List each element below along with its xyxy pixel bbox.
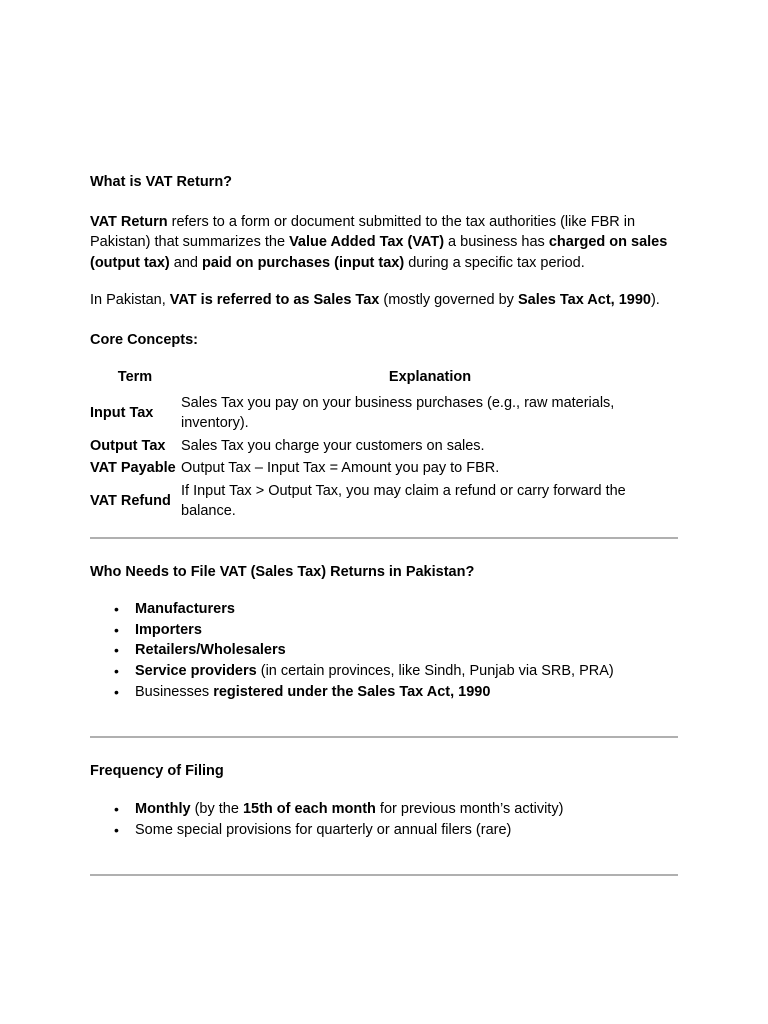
list-item	[114, 820, 680, 841]
explanation-cell: If Input Tax > Output Tax, you may claim a refund or carry forward the balance.	[181, 482, 626, 519]
bullet-icon: •	[114, 801, 119, 818]
bold-text-run: Monthly	[135, 801, 191, 818]
bold-text-run: Retailers/Wholesalers	[135, 642, 286, 659]
text-run: for previous month’s activity)	[375, 801, 564, 818]
who-needs-to-file-list	[90, 599, 680, 703]
table-row	[90, 457, 680, 480]
table-row	[90, 480, 680, 523]
term-cell: Output Tax	[90, 437, 166, 454]
bold-text-run: VAT Return	[90, 213, 168, 230]
list-item-text	[135, 801, 563, 817]
bold-text-run: Importers	[135, 621, 202, 638]
explanation-cell: Output Tax – Input Tax = Amount you pay to FBR.	[181, 460, 500, 476]
bullet-icon: •	[114, 683, 119, 700]
list-item	[114, 682, 680, 703]
bold-text-run: 15th of each month	[242, 801, 376, 818]
horizontal-divider	[90, 736, 678, 738]
bullet-icon: •	[114, 821, 119, 838]
list-item-text	[135, 622, 202, 638]
text-run: (by the	[190, 801, 243, 818]
bullet-icon: •	[114, 663, 119, 680]
text-run: a business has	[444, 234, 549, 250]
section-heading-what-is-vat-return: What is VAT Return?	[90, 174, 233, 190]
bold-text-run: paid on purchases (input tax)	[201, 254, 405, 271]
bold-text-run: charged on sales (output tax)	[90, 234, 668, 271]
bold-text-run: Sales Tax Act, 1990	[517, 292, 651, 308]
bullet-icon: •	[114, 601, 119, 617]
bold-text-run: VAT is referred to as Sales Tax	[169, 292, 380, 308]
bold-text-run: registered under the Sales Tax Act, 1990	[213, 683, 491, 700]
bullet-icon: •	[114, 642, 119, 659]
section-heading-who-needs-to-file: Who Needs to File VAT (Sales Tax) Returns in Pakistan?	[90, 563, 475, 580]
document-page	[90, 172, 680, 876]
text-run: Some special provisions for quarterly or annual filers (rare)	[135, 821, 512, 838]
frequency-list	[90, 799, 680, 840]
table-header-row	[90, 367, 680, 392]
horizontal-divider	[90, 537, 678, 539]
text-run: Businesses	[135, 683, 214, 700]
text-run: and	[169, 254, 202, 271]
explanation-cell: Sales Tax you charge your customers on sales.	[181, 437, 485, 454]
column-header-explanation: Explanation	[388, 369, 472, 385]
bold-text-run: Manufacturers	[135, 601, 235, 617]
list-item-text	[135, 663, 614, 679]
list-item-text	[135, 601, 235, 617]
term-cell: Input Tax	[90, 404, 154, 421]
pakistan-sales-tax-paragraph	[90, 290, 680, 311]
list-item-text	[135, 684, 490, 700]
list-item	[114, 661, 680, 682]
bullet-icon: •	[114, 621, 119, 638]
list-item	[114, 799, 680, 820]
text-run: (mostly governed by	[379, 292, 518, 308]
bold-text-run: Value Added Tax (VAT)	[289, 234, 445, 250]
list-item-text	[135, 822, 511, 838]
text-run: refers to a form or document submitted to the tax authorities (like FBR in Pakistan) that summarizes the	[90, 213, 636, 250]
vat-return-definition-paragraph	[90, 212, 680, 274]
horizontal-divider	[90, 874, 678, 876]
term-cell: VAT Payable	[90, 460, 176, 476]
list-item-text	[135, 642, 286, 658]
table-row	[90, 392, 680, 435]
table-row	[90, 435, 680, 458]
list-item	[114, 640, 680, 661]
term-cell: VAT Refund	[90, 492, 171, 509]
section-heading-core-concepts: Core Concepts:	[90, 331, 198, 348]
explanation-cell: Sales Tax you pay on your business purchases (e.g., raw materials, inventory).	[181, 394, 615, 431]
list-item	[114, 599, 680, 620]
text-run: during a specific tax period.	[404, 254, 585, 271]
column-header-term: Term	[117, 369, 153, 385]
list-item	[114, 620, 680, 641]
bold-text-run: Service providers	[135, 663, 257, 680]
text-run: ).	[650, 292, 660, 308]
section-heading-frequency-of-filing: Frequency of Filing	[90, 762, 224, 779]
text-run: In Pakistan,	[90, 292, 170, 308]
core-concepts-table	[90, 367, 680, 523]
text-run: (in certain provinces, like Sindh, Punjab via SRB, PRA)	[256, 663, 614, 680]
